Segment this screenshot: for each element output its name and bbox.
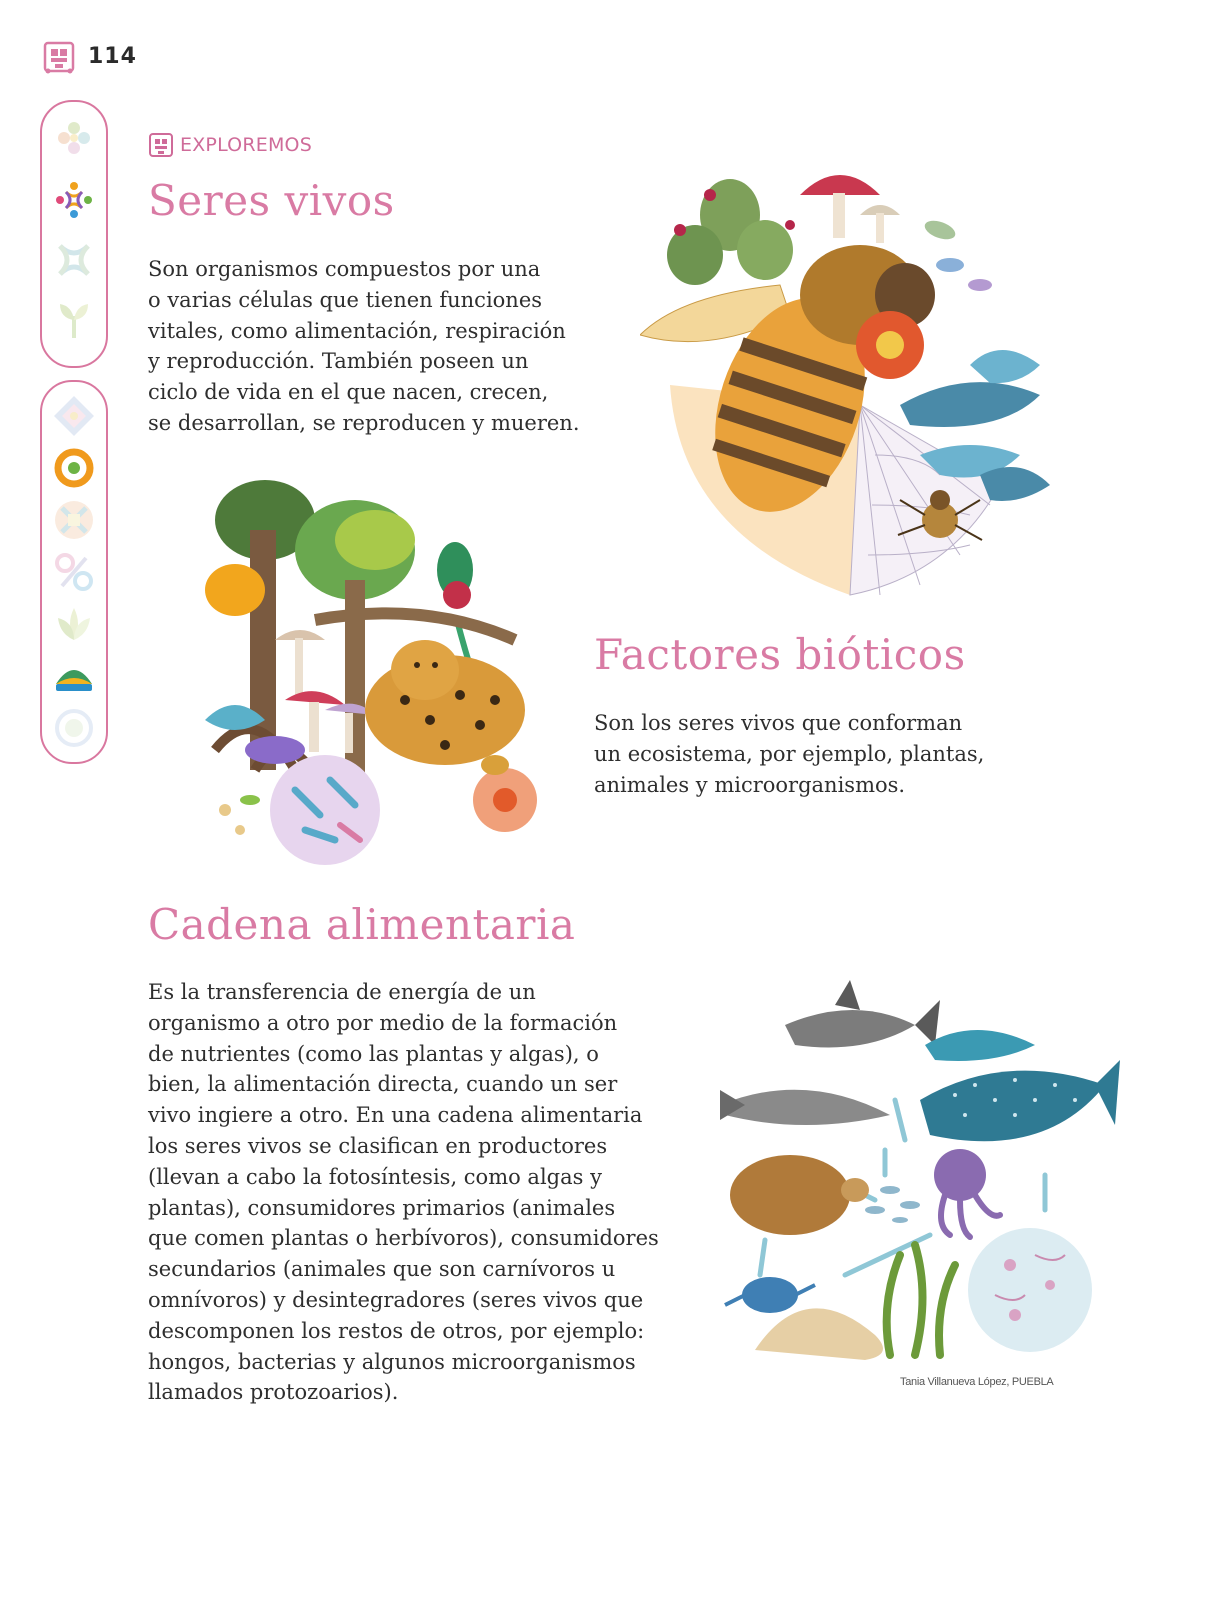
section-label: [148, 132, 312, 158]
glyph-ornament-icon: [42, 40, 76, 74]
flower-icon[interactable]: [52, 116, 96, 160]
diamond-star-icon[interactable]: [52, 394, 96, 438]
side-nav-bottom: [40, 380, 108, 764]
bee-nature-illustration: [640, 155, 1060, 605]
turtle-shell-icon[interactable]: [52, 654, 96, 698]
forest-jaguar-illustration: [195, 470, 555, 870]
intertwined-icon[interactable]: [52, 238, 96, 282]
square-knot-icon[interactable]: [52, 498, 96, 542]
paragraph-seres-vivos: Son organismos compuestos por una o varias células que tienen funciones vitales, como alimentación, respiración y reproducción. También poseen un ciclo de vida en el que nacen, crecen, se desarrollan, se reproducen y mueren.: [148, 257, 580, 435]
glyph-ornament-icon: [148, 132, 174, 158]
ring-icon[interactable]: [52, 446, 96, 490]
side-nav-top: [40, 100, 108, 368]
page-number: 114: [88, 44, 137, 69]
heading-cadena-alimentaria: Cadena alimentaria: [148, 900, 576, 949]
paragraph-factores-bioticos: Son los seres vivos que conforman un ecosistema, por ejemplo, plantas, animales y microorganismos.: [594, 711, 985, 797]
heading-factores-bioticos: Factores bióticos: [594, 630, 966, 679]
illustration-credit: Tania Villanueva López, PUEBLA: [900, 1376, 1054, 1388]
marine-food-chain-illustration: [715, 975, 1130, 1370]
circle-icon[interactable]: [52, 706, 96, 750]
heading-seres-vivos: Seres vivos: [148, 176, 395, 225]
section-label-text: EXPLOREMOS: [180, 134, 312, 156]
paragraph-cadena-alimentaria: Es la transferencia de energía de un organismo a otro por medio de la formación de nutrientes (como las plantas y algas), o bien, la alimentación directa, cuando un ser vivo ingiere a otro. En una cadena alimentaria los seres vivos se clasifican en productores (llevan a cabo la fotosíntesis, como algas y plantas), consumidores primarios (animales que comen plantas o herbívoros), consumidores secundarios (animales que son carnívoros u omnívoros) y desintegradores (seres vivos que descomponen los restos de otros, por ejemplo: hongos, bacterias y algunos microorganismos llamados protozoarios).: [148, 980, 659, 1405]
lotus-icon[interactable]: [52, 602, 96, 646]
people-circle-icon[interactable]: [52, 178, 96, 222]
sprout-icon[interactable]: [52, 298, 96, 342]
percent-icon[interactable]: [52, 550, 96, 594]
